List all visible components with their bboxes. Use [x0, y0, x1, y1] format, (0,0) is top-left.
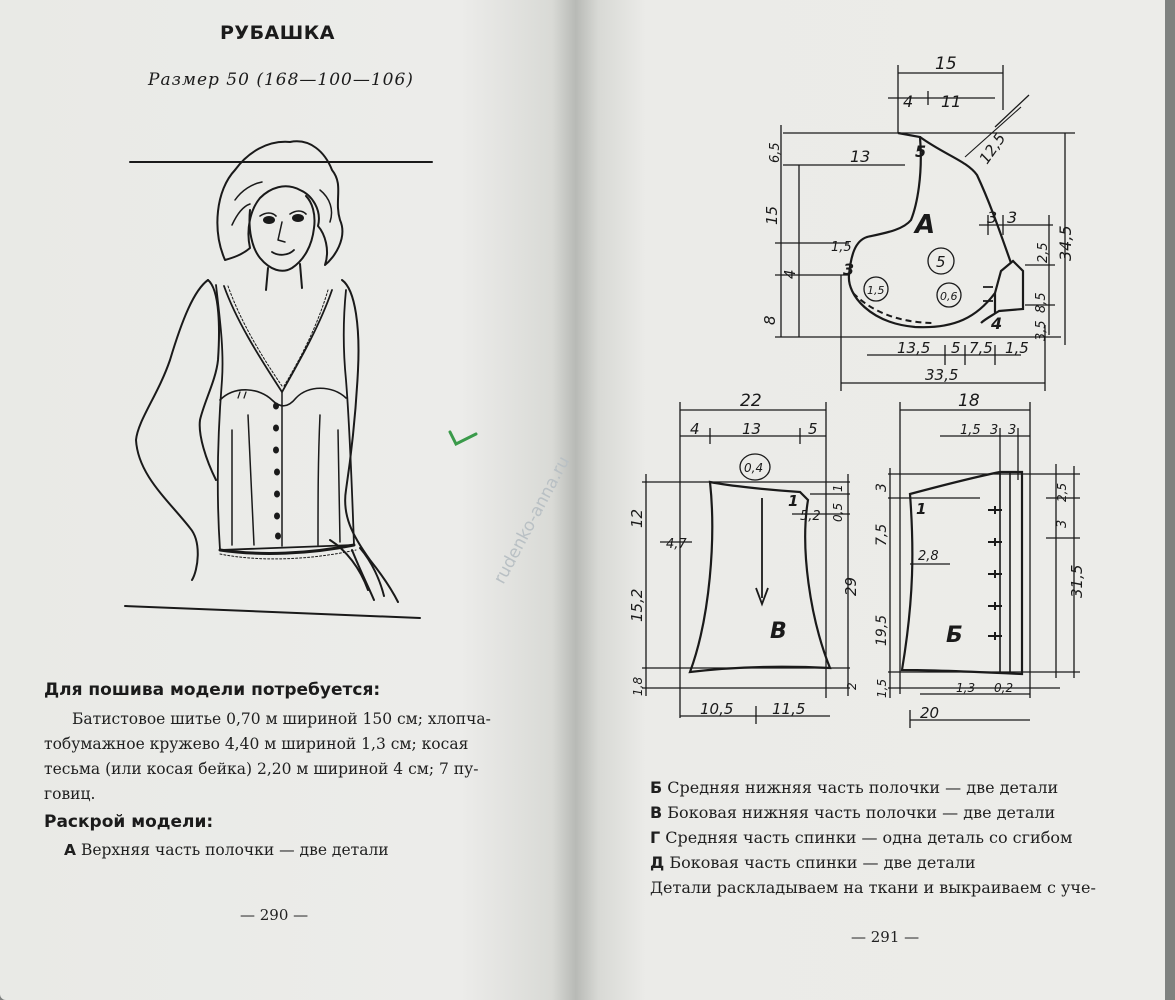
svg-text:3: 3 [1007, 208, 1018, 227]
pattern-b-drawing [874, 391, 1100, 748]
pattern-v-letter: В [770, 619, 787, 644]
svg-text:7,5: 7,5 [874, 523, 890, 546]
svg-text:2,5: 2,5 [1036, 242, 1051, 263]
svg-text:2,8: 2,8 [918, 549, 939, 564]
svg-text:3: 3 [843, 260, 855, 279]
svg-text:5: 5 [808, 420, 818, 438]
materials-text: Батистовое шитье 0,70 м шириной 150 см; хлопча- тобумажное кружево 4,40 м шириной 1,3 см; косая тесьма (или косая бейка) 2,20 м шириной 4 см; 7 пу- говиц. [44, 710, 491, 803]
svg-text:2: 2 [845, 682, 859, 690]
left-page [0, 0, 575, 1000]
face [249, 196, 314, 271]
svg-text:0,6: 0,6 [940, 290, 958, 303]
svg-text:6,5: 6,5 [768, 142, 783, 163]
svg-text:34,5: 34,5 [1056, 225, 1075, 261]
page-number-left: — 290 — [240, 906, 309, 924]
svg-text:11: 11 [941, 92, 962, 111]
svg-text:31,5: 31,5 [1068, 564, 1086, 598]
svg-text:1: 1 [788, 492, 799, 510]
green-check-mark [446, 424, 482, 452]
svg-text:15,2: 15,2 [628, 588, 646, 622]
svg-text:12,5: 12,5 [975, 129, 1010, 168]
svg-text:15: 15 [763, 205, 781, 225]
svg-text:7,5: 7,5 [969, 339, 993, 357]
svg-text:1,5: 1,5 [960, 423, 981, 438]
svg-text:1,5: 1,5 [831, 240, 852, 255]
legend-item-d: Д Боковая часть спинки — две детали [650, 853, 976, 872]
left-arm [136, 280, 208, 580]
svg-text:4: 4 [690, 420, 700, 438]
cutting-heading: Раскрой модели: [44, 812, 214, 832]
svg-text:1,3: 1,3 [956, 681, 976, 695]
pattern-a-letter: А [915, 210, 936, 240]
svg-text:5: 5 [936, 253, 946, 271]
svg-text:0,4: 0,4 [744, 461, 764, 475]
right-page [575, 0, 1165, 1000]
svg-text:4,7: 4,7 [666, 537, 687, 552]
svg-text:2,5: 2,5 [1055, 482, 1069, 502]
svg-text:29: 29 [842, 576, 860, 596]
svg-text:3: 3 [990, 423, 999, 438]
svg-text:1,5: 1,5 [1005, 339, 1029, 357]
svg-text:3: 3 [987, 208, 998, 227]
legend-item-b: Б Средняя нижняя часть полочки — две детали [650, 778, 1059, 797]
dim: 15 [935, 54, 957, 74]
svg-text:4: 4 [991, 314, 1003, 333]
neckline [224, 286, 332, 392]
horizon-line-bottom [125, 606, 420, 618]
svg-text:3,5: 3,5 [1034, 320, 1049, 341]
svg-text:1,5: 1,5 [875, 678, 889, 698]
svg-text:0,5: 0,5 [831, 502, 845, 522]
svg-text:8: 8 [761, 315, 779, 325]
svg-text:1: 1 [831, 484, 845, 492]
pattern-a-drawing [755, 54, 1175, 395]
legend-last-line: Детали раскладываем на ткани и выкраиваем с уче- [650, 878, 1096, 897]
svg-text:33,5: 33,5 [925, 366, 959, 384]
svg-text:13: 13 [850, 147, 871, 166]
pattern-v-drawing [628, 391, 870, 758]
svg-text:8,5: 8,5 [1034, 292, 1049, 313]
legend-item-g: Г Средняя часть спинки — одна деталь со сгибом [650, 828, 1073, 847]
svg-text:5: 5 [951, 339, 961, 357]
pattern-b-letter: Б [946, 623, 963, 648]
svg-text:5,2: 5,2 [800, 509, 821, 524]
svg-text:3: 3 [1055, 519, 1070, 528]
model-illustration [120, 130, 440, 630]
pattern-a-outline [849, 133, 1023, 327]
part-a-line: А Верхняя часть полочки — две детали [64, 841, 389, 859]
svg-text:1,5: 1,5 [867, 284, 885, 297]
svg-text:19,5: 19,5 [874, 614, 890, 646]
svg-text:13: 13 [742, 420, 762, 438]
svg-text:11,5: 11,5 [772, 700, 806, 718]
legend-item-v: В Боковая нижняя часть полочки — две детали [650, 803, 1056, 822]
svg-text:1: 1 [916, 500, 927, 518]
svg-text:3: 3 [874, 483, 890, 492]
page-title: РУБАШКА [220, 22, 335, 44]
svg-text:20: 20 [920, 704, 940, 722]
svg-text:5: 5 [915, 142, 927, 161]
svg-text:10,5: 10,5 [700, 700, 734, 718]
camisole [216, 285, 354, 550]
size-line: Размер 50 (168—100—106) [148, 70, 414, 90]
svg-text:13,5: 13,5 [897, 339, 931, 357]
materials-heading: Для пошива модели потребуется: [44, 680, 381, 700]
hair [217, 141, 342, 265]
watermark: rudenko-anna.ru [490, 453, 575, 588]
svg-text:0,2: 0,2 [994, 681, 1014, 695]
svg-text:12: 12 [628, 508, 646, 528]
svg-text:18: 18 [958, 391, 980, 411]
page-number-right: — 291 — [851, 928, 920, 946]
svg-text:4: 4 [781, 269, 799, 279]
svg-text:4: 4 [903, 92, 914, 111]
svg-text:3: 3 [1008, 423, 1017, 438]
svg-text:22: 22 [740, 391, 762, 411]
buttons [273, 403, 281, 540]
svg-text:1,8: 1,8 [631, 676, 645, 696]
